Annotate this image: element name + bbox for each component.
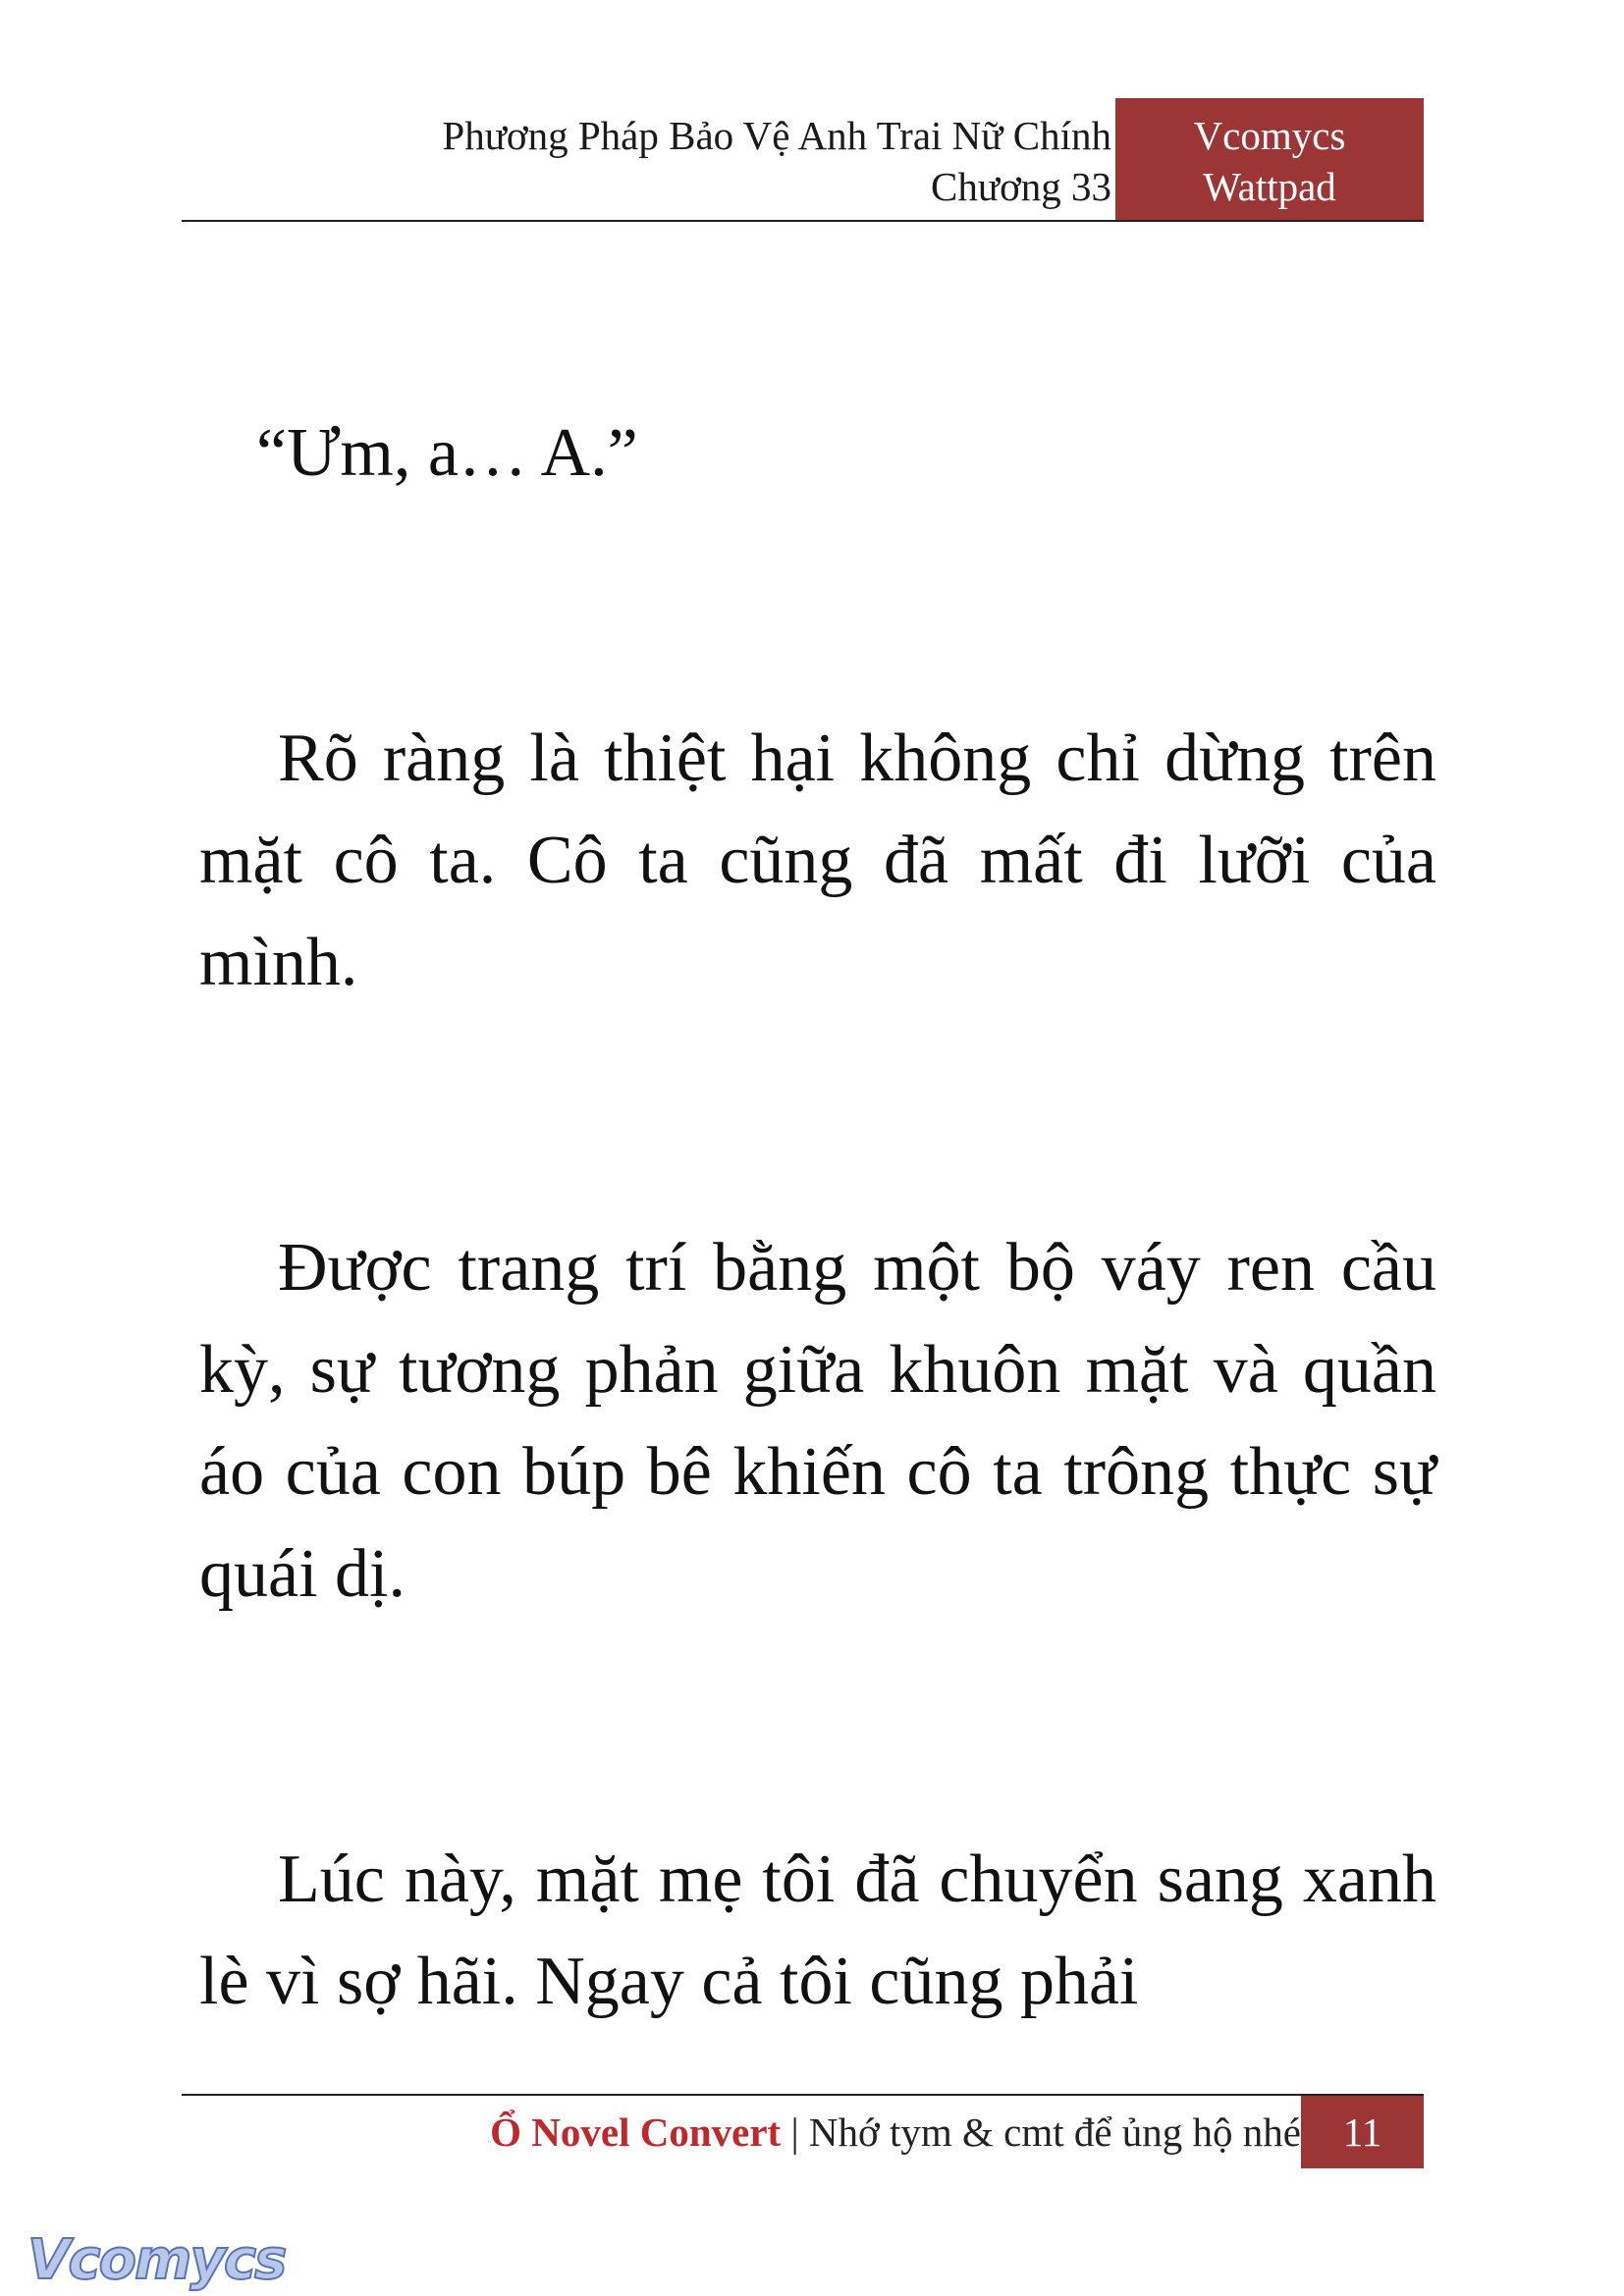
paragraph-1: “Ưm, a… A.” (256, 415, 638, 491)
book-title: Phương Pháp Bảo Vệ Anh Trai Nữ Chính (442, 113, 1111, 158)
badge-line-2: Wattpad (1203, 164, 1336, 209)
watermark-logo: Vcomycs (27, 2228, 286, 2292)
header-text (442, 110, 1111, 212)
page-content (199, 402, 1436, 2236)
page-header (182, 98, 1424, 222)
footer-separator: | (790, 2109, 799, 2155)
paragraph-2: Rõ ràng là thiệt hại không chỉ dừng trên mặt cô ta. Cô ta cũng đã mất đi lưỡi của mình. (199, 721, 1436, 1000)
footer-text (490, 2106, 1301, 2159)
paragraph-3: Được trang trí bằng một bộ váy ren cầu kỳ, sự tương phản giữa khuôn mặt và quần áo của con búp bê khiến cô ta trông thực sự quái dị. (199, 1230, 1436, 1612)
source-badge (1115, 98, 1424, 220)
page-number: 11 (1301, 2096, 1424, 2168)
paragraph-4: Lúc này, mặt mẹ tôi đã chuyển sang xanh lè vì sợ hãi. Ngay cả tôi cũng phải (199, 1842, 1436, 2019)
badge-line-1: Vcomycs (1193, 113, 1346, 158)
footer-brand: Ổ Novel Convert (490, 2109, 782, 2155)
chapter-label: Chương 33 (931, 164, 1111, 209)
page-footer (182, 2094, 1424, 2168)
footer-message: Nhớ tym & cmt để ủng hộ nhé (808, 2109, 1301, 2155)
